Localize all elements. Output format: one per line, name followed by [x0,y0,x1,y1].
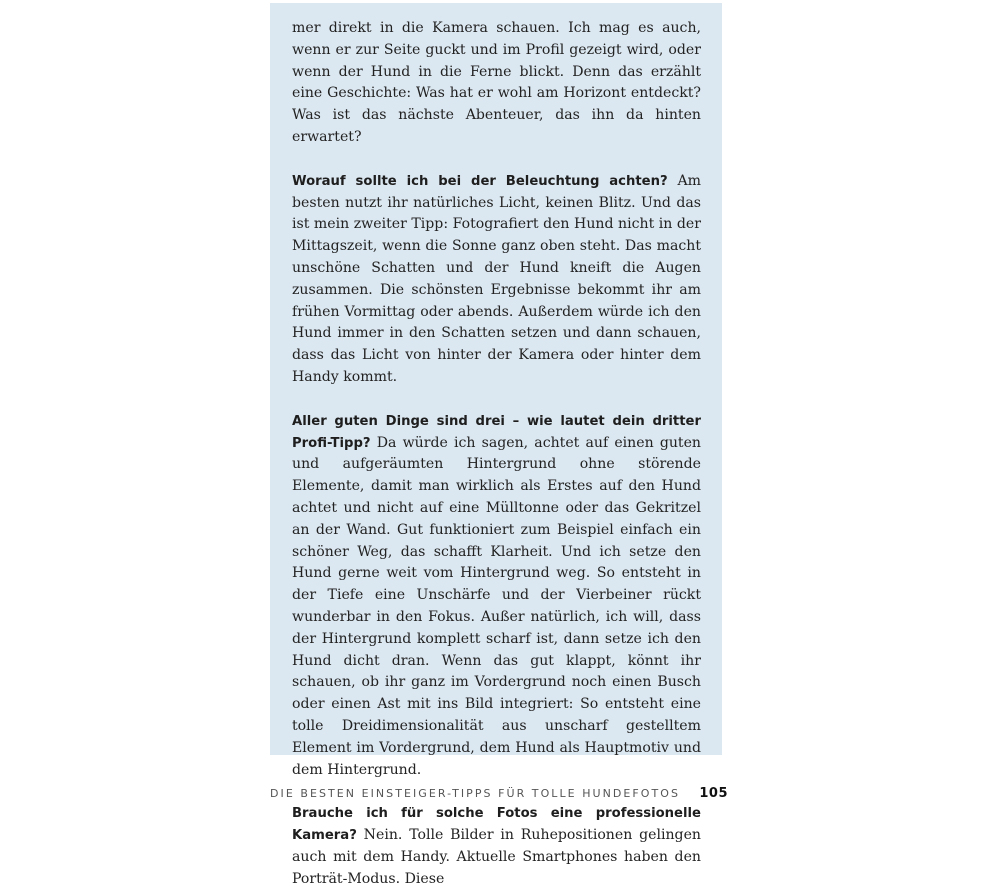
answer-lighting: Am besten nutzt ihr natürliches Licht, keinen Blitz. Und das ist mein zweiter Tipp: Fotografiert den Hund nicht in der Mittagszeit, wenn die Sonne ganz oben steht. Das macht unschöne Schatten und der Hund kneift die Augen zusammen. Die schönsten Ergebnisse bekommt ihr am frühen Vormittag oder abends. Außerdem würde ich den Hund immer in den Schatten setzen und dann schauen, dass das Licht von hinter der Kamera oder hinter dem Handy kommt. [292,172,701,385]
answer-third-tip: Da würde ich sagen, achtet auf einen guten und aufgeräumten Hintergrund ohne störende Elemente, damit man wirklich als Erstes auf den Hund achtet und nicht auf eine Mülltonne oder das Gekritzel an der Wand. Gut funktioniert zum Beispiel einfach ein schöner Weg, das schafft Klarheit. Und ich setze den Hund gerne weit vom Hintergrund weg. So entsteht in der Tiefe eine Unschärfe und der Vierbeiner rückt wunderbar in den Fokus. Außer natürlich, ich will, dass der Hintergrund komplett scharf ist, dann setze ich den Hund dicht dran. Wenn das gut klappt, könnt ihr schauen, ob ihr ganz im Vordergrund noch einen Busch oder einen Ast mit ins Bild integriert: So entsteht eine tolle Dreidimensionalität aus unscharf gestelltem Element im Vordergrund, dem Hund als Hauptmotiv und dem Hintergrund. [292,434,701,778]
paragraph-camera [292,803,701,890]
paragraph-continuation [292,18,701,149]
question-lighting: Worauf sollte ich bei der Beleuchtung achten? [292,173,668,189]
paragraph-background [292,411,701,782]
page-number: 105 [699,786,728,801]
answer-text: mer direkt in die Kamera schauen. Ich mag es auch, wenn er zur Seite guckt und im Profil gezeigt wird, oder wenn der Hund in die Ferne blickt. Denn das erzählt eine Geschichte: Was hat er wohl am Horizont entdeckt? Was ist das nächste Abenteuer, das ihn da hinten erwartet? [292,20,701,145]
answer-camera: Nein. Tolle Bilder in Ruhepositionen gelingen auch mit dem Handy. Aktuelle Smartphones haben den Porträt-Modus. Diese [292,827,701,887]
paragraph-lighting [292,171,701,389]
question-third-tip: Aller guten Dinge sind drei – wie lautet dein dritter Profi-Tipp? [292,413,701,451]
page-footer [270,786,728,802]
question-camera: Brauche ich für solche Fotos eine professionelle Kamera? [292,806,701,844]
running-title: DIE BESTEN EINSTEIGER-TIPPS FÜR TOLLE HUNDEFOTOS [270,787,681,800]
